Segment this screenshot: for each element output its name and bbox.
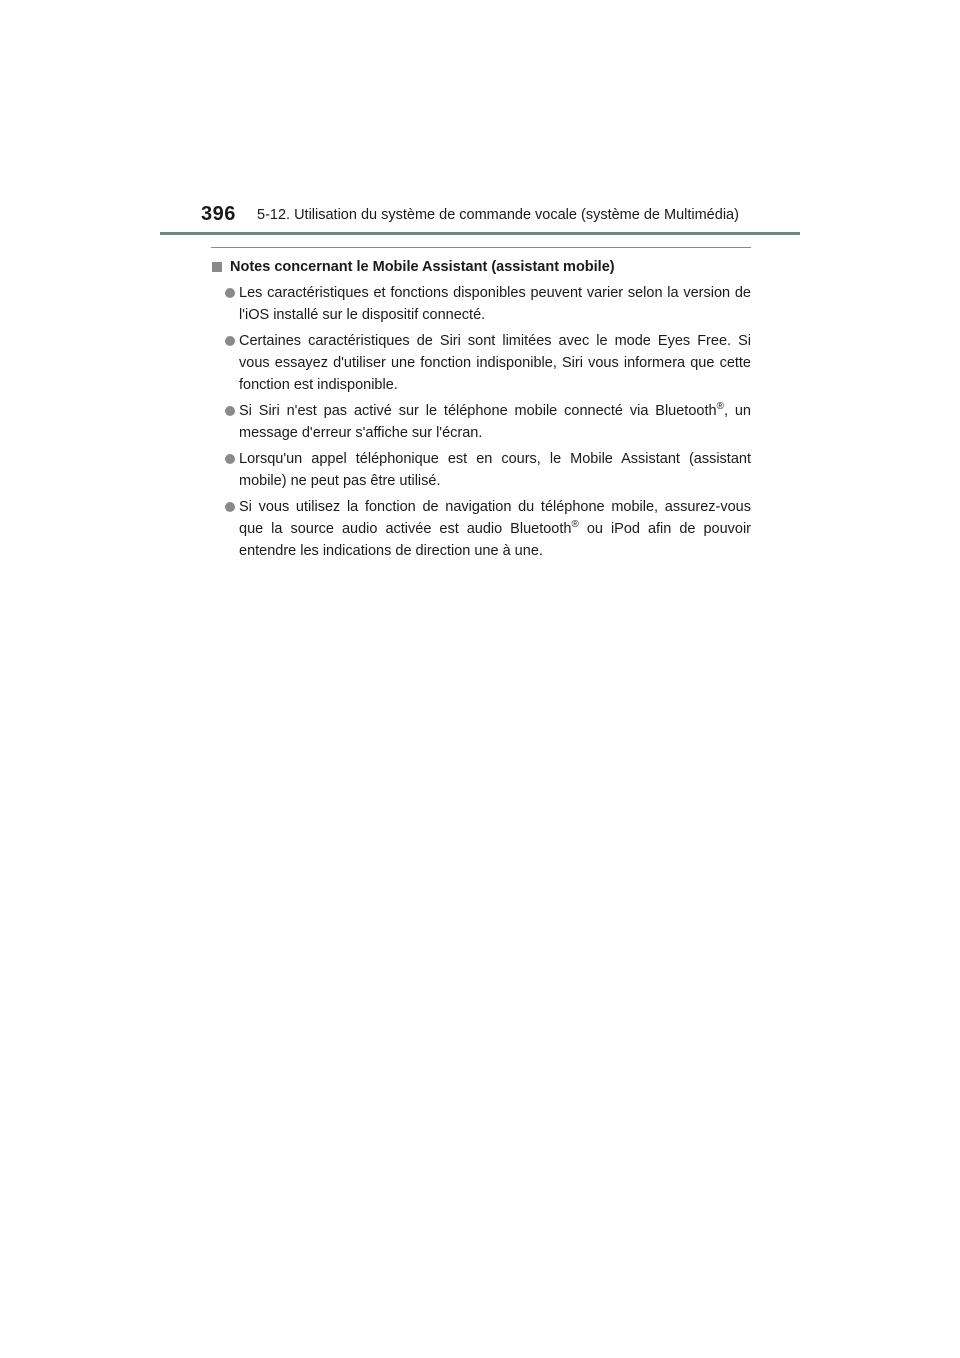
list-item-text: Les caractéristiques et fonctions disponibles peuvent varier selon la version de l'iOS installé sur le dispositif connecté. (239, 285, 751, 323)
section-heading-text: Notes concernant le Mobile Assistant (assistant mobile) (230, 259, 615, 275)
list-item (211, 282, 751, 326)
header-divider (160, 232, 800, 235)
section-divider (211, 247, 751, 248)
square-bullet-icon (212, 262, 222, 272)
section-heading (211, 256, 751, 278)
list-item-text-before: Si Siri n'est pas activé sur le téléphone mobile connecté via Bluetooth (239, 403, 717, 419)
notes-list (211, 282, 751, 562)
list-item (211, 448, 751, 492)
list-item-text-before: Si vous utilisez la fonction de navigation du téléphone mobile, assurez-vous que la source audio activée est audio Bluetooth (239, 499, 751, 537)
round-bullet-icon (225, 336, 235, 346)
round-bullet-icon (225, 502, 235, 512)
list-item (211, 400, 751, 444)
list-item (211, 496, 751, 562)
round-bullet-icon (225, 454, 235, 464)
notes-section (211, 256, 751, 562)
registered-mark: ® (716, 401, 724, 413)
list-item-text-after: , un message d'erreur s'affiche sur l'écran. (239, 403, 751, 441)
page-number: 396 (201, 203, 236, 225)
round-bullet-icon (225, 288, 235, 298)
round-bullet-icon (225, 406, 235, 416)
registered-mark: ® (571, 519, 579, 531)
list-item-text-after: ou iPod afin de pouvoir entendre les indications de direction une à une. (239, 521, 751, 559)
list-item-text: Lorsqu'un appel téléphonique est en cours, le Mobile Assistant (assistant mobile) ne peut pas être utilisé. (239, 451, 751, 489)
chapter-title: 5-12. Utilisation du système de commande vocale (système de Multimédia) (257, 207, 739, 223)
list-item (211, 330, 751, 396)
list-item-text: Certaines caractéristiques de Siri sont limitées avec le mode Eyes Free. Si vous essayez d'utiliser une fonction indisponible, Siri vous informera que cette fonction est indisponible. (239, 333, 751, 393)
